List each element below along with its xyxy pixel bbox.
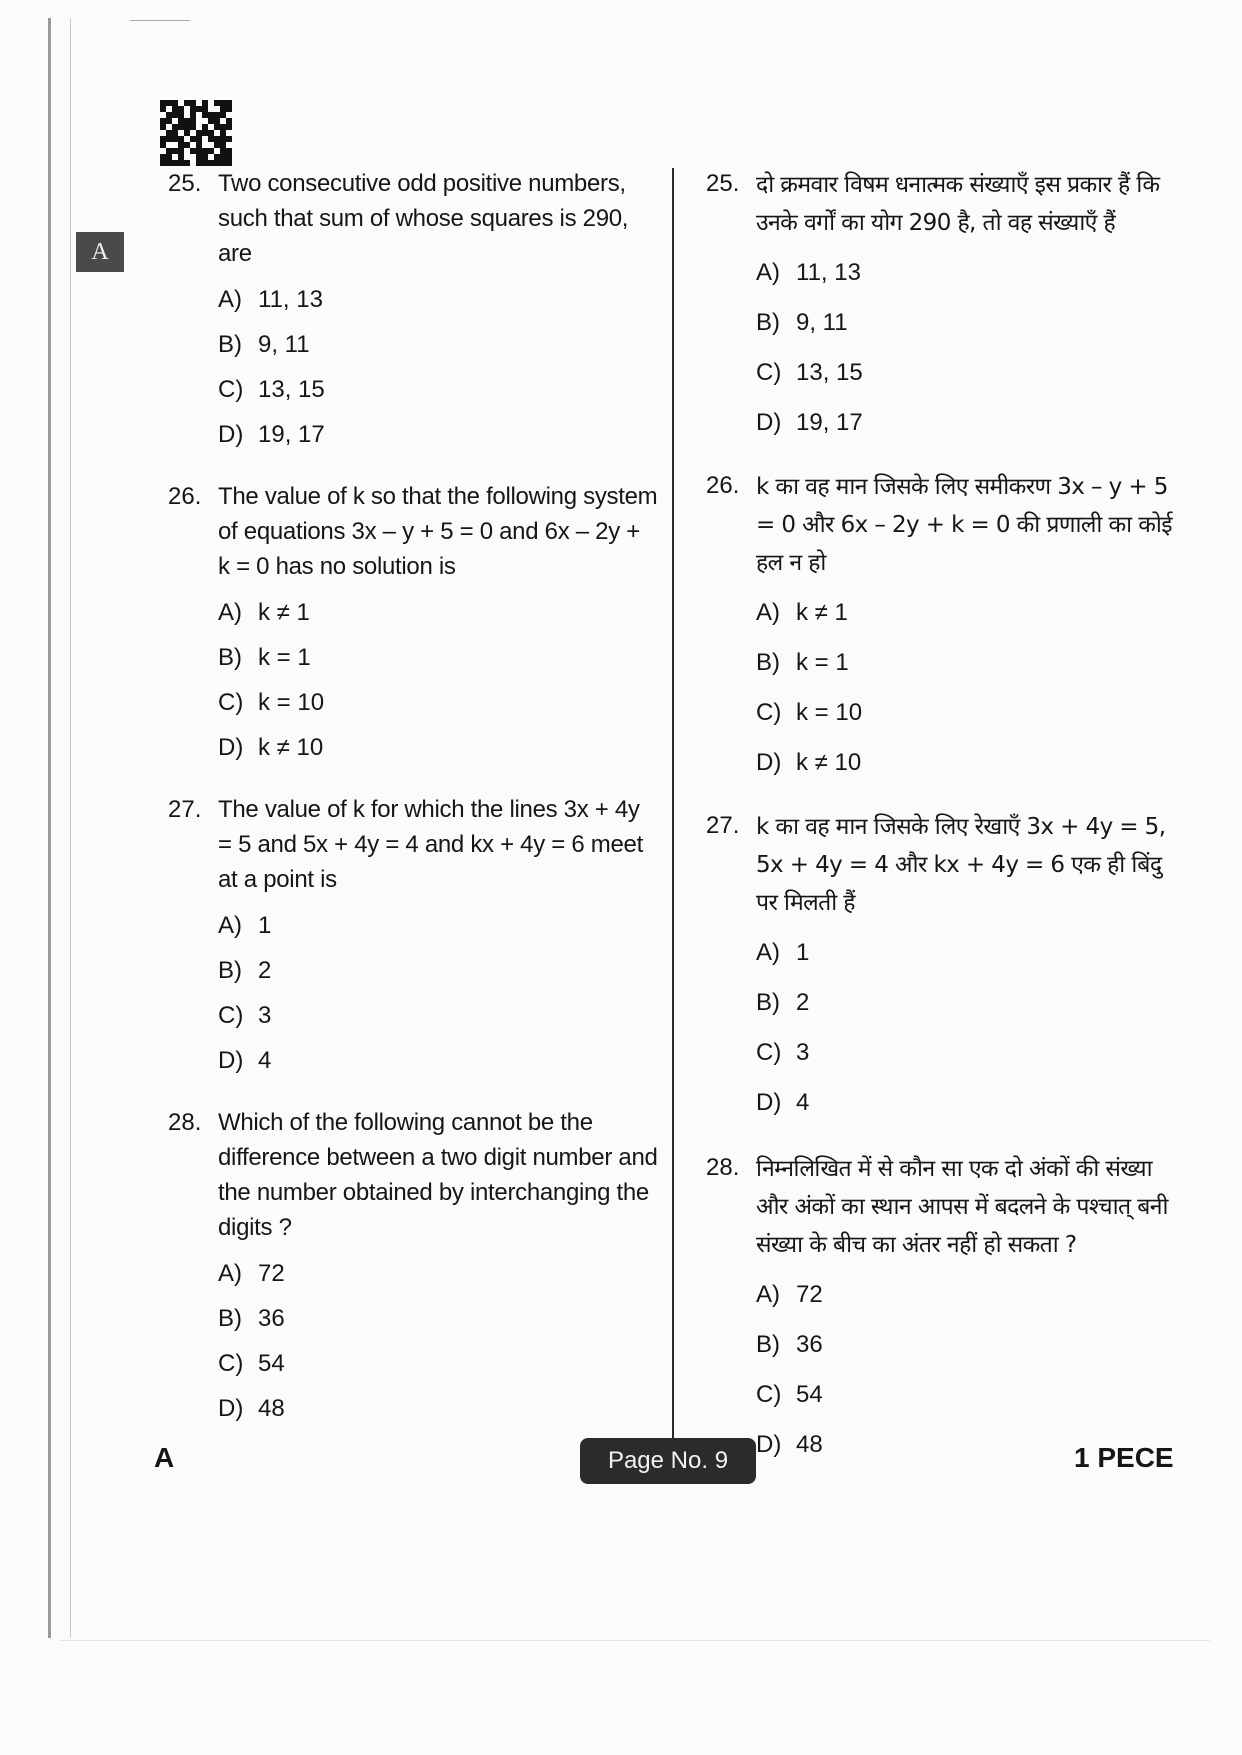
page-number-badge	[580, 1438, 756, 1484]
question-28-hi	[706, 1150, 1186, 1470]
binding-edge-line	[48, 18, 51, 1638]
question-27-en	[168, 792, 658, 1083]
option-label: B)	[756, 649, 780, 676]
option-label: D)	[756, 409, 782, 436]
question-number: 28.	[706, 1154, 740, 1181]
option-b	[218, 948, 658, 993]
option-c	[756, 1028, 1186, 1078]
option-b	[218, 635, 658, 680]
question-28-en	[168, 1105, 658, 1431]
question-number: 28.	[168, 1109, 202, 1136]
question-26-hi	[706, 468, 1186, 788]
option-label: A)	[756, 939, 780, 966]
option-text: 36	[258, 1305, 285, 1332]
option-text: 9, 11	[796, 309, 848, 336]
option-text: 36	[796, 1331, 823, 1358]
option-label: A)	[218, 286, 242, 313]
option-label: B)	[218, 644, 242, 671]
question-number: 26.	[168, 483, 202, 510]
option-label: A)	[756, 599, 780, 626]
option-label: A)	[756, 259, 780, 286]
option-d	[218, 725, 658, 770]
option-label: B)	[218, 1305, 242, 1332]
question-number: 27.	[168, 796, 202, 823]
option-label: B)	[756, 309, 780, 336]
footer-paper-code: 1 PECE	[1074, 1442, 1174, 1473]
option-label: C)	[218, 689, 244, 716]
option-text: 72	[258, 1260, 285, 1287]
option-c	[756, 348, 1186, 398]
option-d	[218, 1386, 658, 1431]
option-list	[218, 590, 658, 770]
question-text: k का वह मान जिसके लिए समीकरण 3x – y + 5 = 0 और 6x – 2y + k = 0 की प्रणाली का कोई हल न हो	[756, 474, 1172, 576]
option-a	[756, 928, 1186, 978]
option-text: k ≠ 1	[796, 599, 848, 626]
option-a	[218, 277, 658, 322]
option-c	[756, 1370, 1186, 1420]
option-text: 13, 15	[258, 376, 325, 403]
option-text: k = 1	[258, 644, 311, 671]
option-b	[756, 1320, 1186, 1370]
question-text: The value of k so that the following system of equations 3x – y + 5 = 0 and 6x – 2y + k = 0 has no solution is	[218, 483, 658, 580]
top-rule	[130, 20, 190, 21]
qr-code-icon	[160, 100, 232, 166]
option-list	[218, 903, 658, 1083]
option-label: D)	[218, 421, 244, 448]
option-text: 48	[796, 1431, 823, 1458]
option-text: 54	[796, 1381, 823, 1408]
option-b	[756, 638, 1186, 688]
option-text: k = 10	[258, 689, 325, 716]
option-list	[756, 248, 1186, 448]
set-badge	[76, 232, 124, 272]
binding-edge-line-inner	[70, 18, 71, 1638]
question-text: Two consecutive odd positive numbers, such that sum of whose squares is 290, are	[218, 170, 629, 267]
footer-set-label: A	[154, 1442, 175, 1473]
question-text: Which of the following cannot be the difference between a two digit number and the number obtained by interchanging the digits ?	[218, 1109, 658, 1241]
option-text: 9, 11	[258, 331, 310, 358]
option-label: C)	[756, 1381, 782, 1408]
option-label: A)	[218, 599, 242, 626]
option-label: C)	[218, 1350, 244, 1377]
option-label: C)	[756, 359, 782, 386]
option-a	[756, 248, 1186, 298]
question-text: k का वह मान जिसके लिए रेखाएँ 3x + 4y = 5, 5x + 4y = 4 और kx + 4y = 6 एक ही बिंदु पर मिलती हैं	[756, 814, 1166, 916]
option-text: 72	[796, 1281, 823, 1308]
option-text: 2	[796, 989, 810, 1016]
option-label: B)	[756, 989, 780, 1016]
option-list	[756, 588, 1186, 788]
set-badge-label: A	[91, 238, 109, 265]
option-b	[218, 1296, 658, 1341]
option-text: 19, 17	[258, 421, 325, 448]
question-number: 27.	[706, 812, 740, 839]
option-text: 13, 15	[796, 359, 863, 386]
option-text: 4	[796, 1089, 810, 1116]
page-number-text: Page No. 9	[607, 1447, 729, 1474]
option-text: k = 1	[796, 649, 849, 676]
option-text: 2	[258, 957, 272, 984]
question-text: निम्नलिखित में से कौन सा एक दो अंकों की संख्या और अंकों का स्थान आपस में बदलने के पश्चात् बनी संख्या के बीच का अंतर नहीं हो सकता ?	[756, 1156, 1168, 1258]
question-25-en	[168, 166, 658, 457]
option-text: 3	[796, 1039, 810, 1066]
hindi-column	[706, 166, 1186, 1470]
option-label: D)	[218, 1395, 244, 1422]
option-label: C)	[756, 1039, 782, 1066]
option-text: k ≠ 10	[258, 734, 324, 761]
option-c	[218, 1341, 658, 1386]
option-label: A)	[218, 912, 242, 939]
question-number: 25.	[168, 170, 202, 197]
option-a	[218, 1251, 658, 1296]
option-list	[756, 928, 1186, 1128]
option-text: 4	[258, 1047, 272, 1074]
option-b	[756, 978, 1186, 1028]
option-text: 3	[258, 1002, 272, 1029]
option-text: 54	[258, 1350, 285, 1377]
option-d	[756, 1078, 1186, 1128]
option-a	[756, 1270, 1186, 1320]
option-d	[756, 738, 1186, 788]
question-text: दो क्रमवार विषम धनात्मक संख्याएँ इस प्रकार हैं कि उनके वर्गों का योग 290 है, तो वह संख्याएँ हैं	[756, 172, 1160, 236]
option-a	[756, 588, 1186, 638]
option-list	[756, 1270, 1186, 1470]
option-label: B)	[218, 957, 242, 984]
option-text: k ≠ 1	[258, 599, 310, 626]
option-text: 1	[796, 939, 810, 966]
option-c	[756, 688, 1186, 738]
option-label: D)	[218, 734, 244, 761]
option-c	[218, 993, 658, 1038]
question-number: 25.	[706, 170, 740, 197]
option-label: A)	[218, 1260, 242, 1287]
option-c	[218, 367, 658, 412]
option-text: k = 10	[796, 699, 863, 726]
option-label: B)	[218, 331, 242, 358]
question-27-hi	[706, 808, 1186, 1128]
option-label: C)	[218, 376, 244, 403]
option-d	[218, 1038, 658, 1083]
option-text: 11, 13	[796, 259, 861, 286]
option-text: 11, 13	[258, 286, 323, 313]
option-label: D)	[756, 1431, 782, 1458]
option-list	[218, 1251, 658, 1431]
bottom-rule	[60, 1640, 1210, 1641]
question-number: 26.	[706, 472, 740, 499]
option-label: C)	[218, 1002, 244, 1029]
option-label: A)	[756, 1281, 780, 1308]
option-list	[218, 277, 658, 457]
question-text: The value of k for which the lines 3x + 4y = 5 and 5x + 4y = 4 and kx + 4y = 6 meet at a point is	[218, 796, 643, 893]
option-c	[218, 680, 658, 725]
option-label: B)	[756, 1331, 780, 1358]
option-b	[756, 298, 1186, 348]
column-divider	[672, 168, 674, 1458]
option-label: D)	[756, 749, 782, 776]
option-label: C)	[756, 699, 782, 726]
option-d	[756, 398, 1186, 448]
option-text: 19, 17	[796, 409, 863, 436]
option-text: 1	[258, 912, 272, 939]
option-text: k ≠ 10	[796, 749, 862, 776]
option-b	[218, 322, 658, 367]
english-column	[168, 166, 658, 1431]
question-26-en	[168, 479, 658, 770]
option-text: 48	[258, 1395, 285, 1422]
option-a	[218, 903, 658, 948]
option-d	[218, 412, 658, 457]
option-label: D)	[218, 1047, 244, 1074]
question-25-hi	[706, 166, 1186, 448]
option-a	[218, 590, 658, 635]
option-label: D)	[756, 1089, 782, 1116]
